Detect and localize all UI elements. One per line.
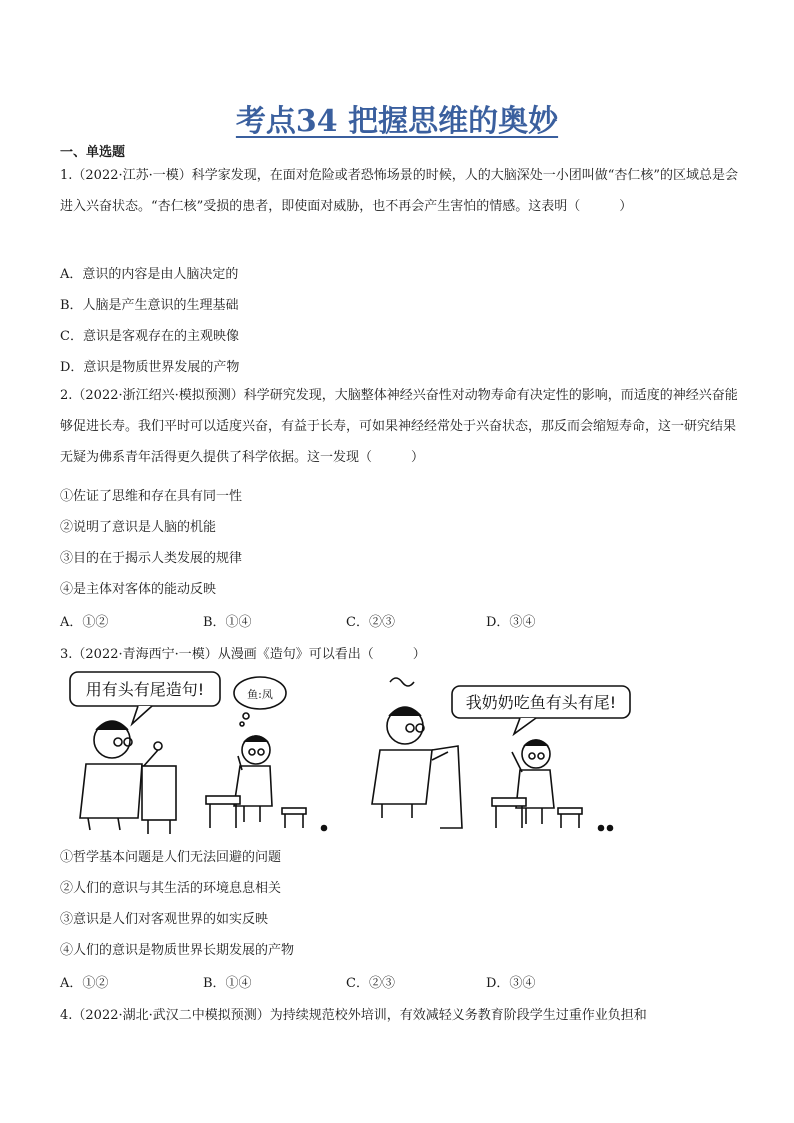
page-title (0, 96, 794, 140)
teacher-figure-right (372, 678, 462, 828)
speech-bubble-left (70, 672, 220, 724)
teacher-figure-left (80, 721, 176, 834)
panel-dot-3 (608, 826, 613, 831)
student-figure-right (492, 740, 582, 828)
speech-bubble-left-text: 用有头有尾造句! (85, 680, 205, 699)
question-3-choice-a: A．①② (60, 976, 109, 991)
question-3-statement-4: ④人们的意识是物质世界长期发展的产物 (60, 943, 295, 958)
question-4-stem: 4.（2022·湖北·武汉二中模拟预测）为持续规范校外培训，有效减轻义务教育阶段学生过重作业负担和 (60, 1008, 647, 1023)
question-2-choice-b: B．①④ (203, 615, 252, 630)
student-figure-left (206, 736, 306, 828)
question-1-stem: 1.（2022·江苏·一模）科学家发现，在面对危险或者恐怖场景的时候，人的大脑深处一小团叫做“杏仁核”的区域总是会进入兴奋状态。“杏仁核”受损的患者，即使面对威胁，也不再会产生害怕的情感。这表明（ ） (60, 168, 739, 214)
question-3-choice-d: D．③④ (486, 976, 536, 991)
question-1-option-c: C．意识是客观存在的主观映像 (60, 329, 239, 344)
question-2-choice-d: D．③④ (486, 615, 536, 630)
question-1-option-a: A．意识的内容是由人脑决定的 (60, 267, 239, 282)
question-2-statement-1: ①佐证了思维和存在具有同一性 (60, 489, 243, 504)
question-3-choices (60, 972, 660, 992)
question-2-statement-4: ④是主体对客体的能动反映 (60, 582, 217, 597)
question-3-statement-1: ①哲学基本问题是人们无法回避的问题 (60, 850, 282, 865)
thought-bubble-text: 鱼:凤 (247, 688, 273, 701)
panel-dot-1 (322, 826, 327, 831)
page-title-text: 考点34 把握思维的奥妙 (235, 104, 559, 139)
question-2-choice-c: C．②③ (346, 615, 395, 630)
question-2-choices (60, 611, 660, 631)
section-heading: 一、单选题 (60, 145, 126, 160)
question-3-choice-c: C．②③ (346, 976, 395, 991)
question-3-statement-2: ②人们的意识与其生活的环境息息相关 (60, 881, 282, 896)
thought-bubble (234, 677, 286, 726)
question-1-option-b: B．人脑是产生意识的生理基础 (60, 298, 239, 313)
cartoon-illustration (60, 668, 660, 836)
question-3-stem: 3.（2022·青海西宁·一模）从漫画《造句》可以看出（ ） (60, 647, 426, 662)
question-3-statement-3: ③意识是人们对客观世界的如实反映 (60, 912, 269, 927)
speech-bubble-right (452, 686, 630, 734)
question-2-choice-a: A．①② (60, 615, 109, 630)
question-2-statement-3: ③目的在于揭示人类发展的规律 (60, 551, 243, 566)
question-2-stem: 2.（2022·浙江绍兴·模拟预测）科学研究发现，大脑整体神经兴奋性对动物寿命有决定性的影响，而适度的神经兴奋能够促进长寿。我们平时可以适度兴奋，有益于长寿，可如果神经经常处于兴奋状态，那反而会缩短寿命，这一研究结果无疑为佛系青年活得更久提供了科学依据。这一发现（ ） (60, 388, 738, 465)
panel-dot-2 (599, 826, 604, 831)
question-1-option-d: D．意识是物质世界发展的产物 (60, 360, 240, 375)
question-3-choice-b: B．①④ (203, 976, 252, 991)
speech-bubble-right-text: 我奶奶吃鱼有头有尾! (465, 693, 617, 712)
question-2-statement-2: ②说明了意识是人脑的机能 (60, 520, 217, 535)
